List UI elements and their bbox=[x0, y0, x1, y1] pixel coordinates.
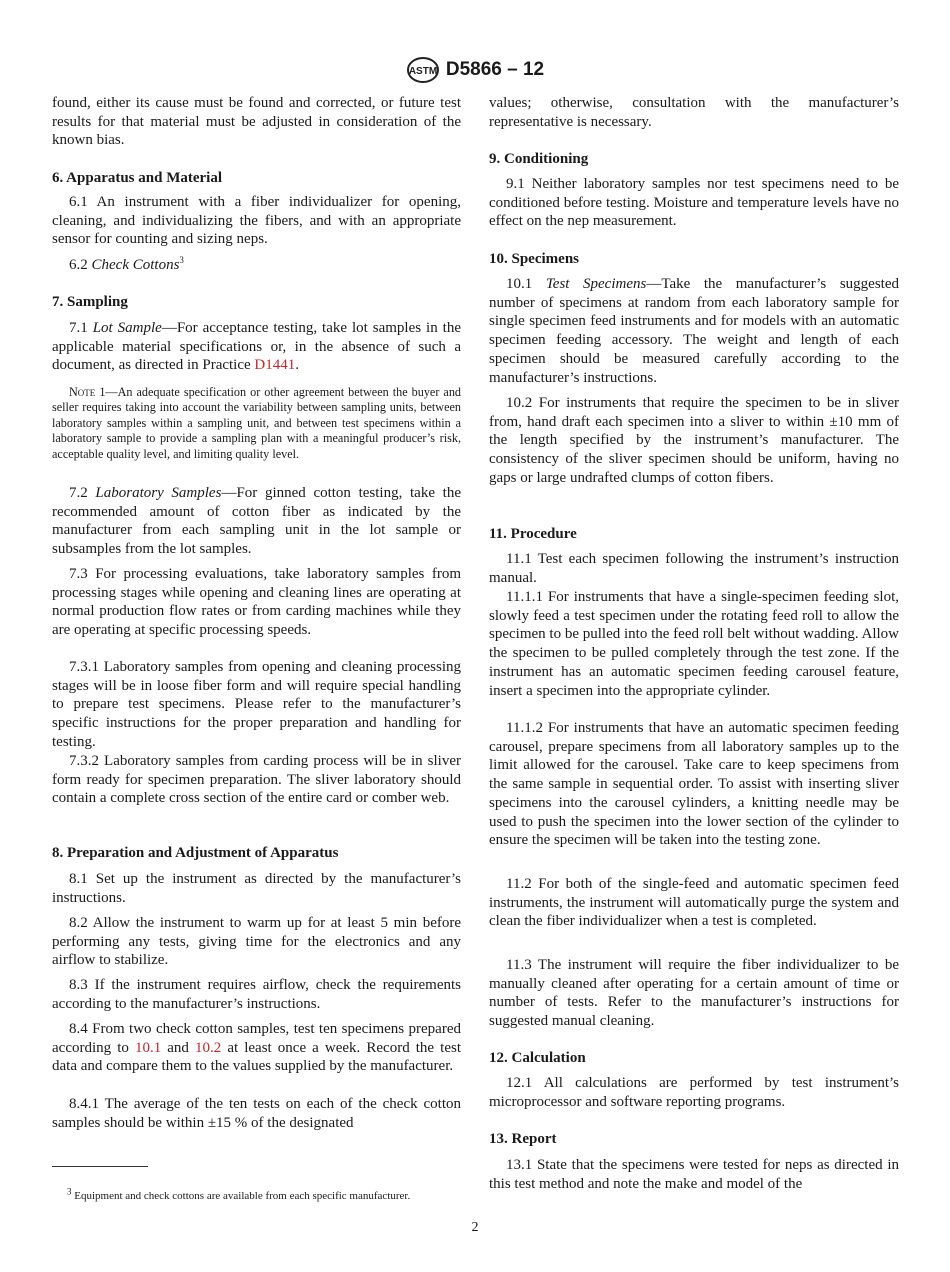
paragraph-8-2: 8.2 Allow the instrument to warm up for at least 5 min before performing any tests, giving time for the electronics and any airflow to stabilize. bbox=[52, 915, 461, 969]
para-text: at least once a week. Record the test data and compare them to the values supplied by the manufacturer. bbox=[52, 1039, 461, 1075]
paragraph-8-1: 8.1 Set up the instrument as directed by the manufacturer’s instructions. bbox=[52, 871, 461, 906]
link-10-1[interactable]: 10.1 bbox=[134, 1039, 162, 1056]
section-heading-6: 6. Apparatus and Material bbox=[52, 170, 223, 186]
paragraph-7-3-1: 7.3.1 Laboratory samples from opening and cleaning processing stages will be in loose fiber form and will require special handling to prepare test specimens. Please refer to the manufacturer’s specific instructions for the proper preparation and handling for testing. bbox=[52, 659, 461, 750]
para-number: 6.2 bbox=[69, 257, 92, 273]
paragraph-11-1: 11.1 Test each specimen following the instrument’s instruction manual. bbox=[489, 551, 899, 586]
paragraph-6-1: 6.1 An instrument with a fiber individualizer for opening, cleaning, and individualizing the fibers, and with an appropriate sensor for counting and sizing neps. bbox=[52, 194, 461, 248]
paragraph-continued: found, either its cause must be found and corrected, or future test results for that material must be adjusted in consideration of the known bias. bbox=[52, 95, 461, 149]
para-number: 10.1 bbox=[506, 276, 546, 292]
paragraph-7-2 bbox=[52, 484, 461, 559]
link-d1441[interactable]: D1441 bbox=[254, 357, 296, 374]
para-text: —For ginned cotton testing, take the recommended amount of cotton fiber as indicated by the manufacturer from each sampling unit in the lot sample or subsamples from the lot samples. bbox=[52, 485, 461, 558]
para-title: Lot Sample bbox=[92, 320, 162, 336]
paragraph-continued-right: values; otherwise, consultation with the manufacturer’s representative is necessary. bbox=[489, 95, 899, 130]
paragraph-12-1: 12.1 All calculations are performed by test instrument’s microprocessor and software reporting programs. bbox=[489, 1075, 899, 1110]
section-heading-9: 9. Conditioning bbox=[489, 151, 589, 167]
paragraph-7-1 bbox=[52, 319, 461, 375]
para-text: —For acceptance testing, take lot samples in the applicable material specifications or, in the absence of such a document, as directed in Practice bbox=[52, 320, 461, 374]
paragraph-13-1: 13.1 State that the specimens were tested for neps as directed in this test method and note the make and model of the bbox=[489, 1157, 899, 1192]
paragraph-8-4 bbox=[52, 1020, 461, 1076]
para-text: —Take the manufacturer’s suggested number of specimens at random from each laboratory sample for single specimen feed instruments and for models with an automatic specimen feeding accessory. The weight and length of each specimen should be measured carefully according to the manufacturer’s instructions. bbox=[489, 276, 899, 386]
section-heading-8: 8. Preparation and Adjustment of Apparatus bbox=[52, 845, 339, 861]
note-label: Note 1 bbox=[69, 385, 106, 399]
paragraph-11-1-1: 11.1.1 For instruments that have a single-specimen feeding slot, slowly feed a test specimen under the rotating feed roll to allow the specimen to be pulled into the feed roll belt without wadding. Allow the specimen to be pulled completely through the test zone. If the instrument has an automatic specimen feeding carousel feature, insert a specimen into the appropriate cylinder. bbox=[489, 589, 899, 699]
paragraph-10-2: 10.2 For instruments that require the specimen to be in sliver from, hand draft each specimen into a sliver to within ±10 mm of the length specified by the instrument’s manufacturer. The consistency of the sliver specimen should be uniform, having no gaps or large undrafted clumps of cotton fibers. bbox=[489, 395, 899, 486]
svg-text:ASTM: ASTM bbox=[408, 66, 438, 77]
paragraph-11-3: 11.3 The instrument will require the fiber individualizer to be manually cleaned after operating for a certain amount of time or number of tests. Refer to the manufacturer’s instructions for suggested manual cleaning. bbox=[489, 957, 899, 1030]
paragraph-7-3-2: 7.3.2 Laboratory samples from carding process will be in sliver form ready for specimen preparation. The sliver laboratory should contain a complete cross section of the entire card or comber web. bbox=[52, 753, 461, 807]
paragraph-7-3: 7.3 For processing evaluations, take laboratory samples from processing stages while opening and cleaning lines are operating at normal production flow rates or from carding machines while they are operating at specific processing speeds. bbox=[52, 566, 461, 639]
section-heading-11: 11. Procedure bbox=[489, 526, 577, 542]
paragraph-11-2: 11.2 For both of the single-feed and automatic specimen feed instruments, the instrument will automatically purge the system and clean the fiber individualizer when a test is completed. bbox=[489, 876, 899, 930]
section-heading-7: 7. Sampling bbox=[52, 294, 128, 310]
page-number: 2 bbox=[471, 1220, 479, 1235]
astm-logo-icon bbox=[406, 56, 440, 84]
para-number: 7.2 bbox=[69, 485, 96, 501]
page-header bbox=[0, 56, 950, 84]
para-text: and bbox=[161, 1039, 196, 1056]
paragraph-8-3: 8.3 If the instrument requires airflow, check the requirements according to the manufacturer’s instructions. bbox=[52, 977, 461, 1012]
para-text: . bbox=[295, 357, 300, 374]
link-10-2[interactable]: 10.2 bbox=[195, 1039, 222, 1056]
section-heading-12: 12. Calculation bbox=[489, 1050, 586, 1066]
paragraph-6-2 bbox=[52, 256, 461, 275]
para-number: 7.1 bbox=[69, 320, 93, 336]
note-1 bbox=[52, 385, 461, 462]
paragraph-9-1: 9.1 Neither laboratory samples nor test specimens need to be conditioned before testing. Moisture and temperature levels have no effect on the nep measurement. bbox=[489, 176, 899, 230]
footnote-divider bbox=[52, 1166, 148, 1167]
footnote-text: Equipment and check cottons are available from each specific manufacturer. bbox=[71, 1190, 411, 1202]
para-title: Check Cottons bbox=[91, 257, 180, 273]
paragraph-8-4-1: 8.4.1 The average of the ten tests on each of the check cotton samples should be within ±15 % of the designated bbox=[52, 1096, 461, 1131]
section-heading-13: 13. Report bbox=[489, 1131, 557, 1147]
para-title: Laboratory Samples bbox=[95, 485, 222, 501]
para-text: 8.4 From two check cotton samples, test ten specimens prepared according to bbox=[52, 1021, 461, 1056]
note-text: —An adequate specification or other agreement between the buyer and seller requires taking into account the variability between sampling units, between laboratory samples within a sampling unit, and between test specimens within a laboratory sample to provide a sampling plan with a meaningful producer’s risk, acceptable quality level, and limiting quality level. bbox=[52, 385, 462, 461]
section-heading-10: 10. Specimens bbox=[489, 251, 579, 267]
footnote-marker: 3 bbox=[67, 1186, 72, 1197]
standard-designation: D5866 – 12 bbox=[445, 59, 545, 80]
paragraph-11-1-2: 11.1.2 For instruments that have an automatic specimen feeding carousel, prepare specimens from all laboratory samples up to the limit allowed for the carousel. Take care to keep specimens from the same sample in sequential order. To assist with inserting sliver specimens into the carousel cylinders, a knitting needle may be used to push the specimen into the lower section of the cylinder to ensure the specimen will be taken into the testing zone. bbox=[489, 720, 899, 849]
footnote-3 bbox=[52, 1186, 461, 1203]
footnote-ref: 3 bbox=[179, 255, 184, 265]
para-title: Test Specimens bbox=[545, 276, 647, 292]
paragraph-10-1 bbox=[489, 275, 899, 387]
